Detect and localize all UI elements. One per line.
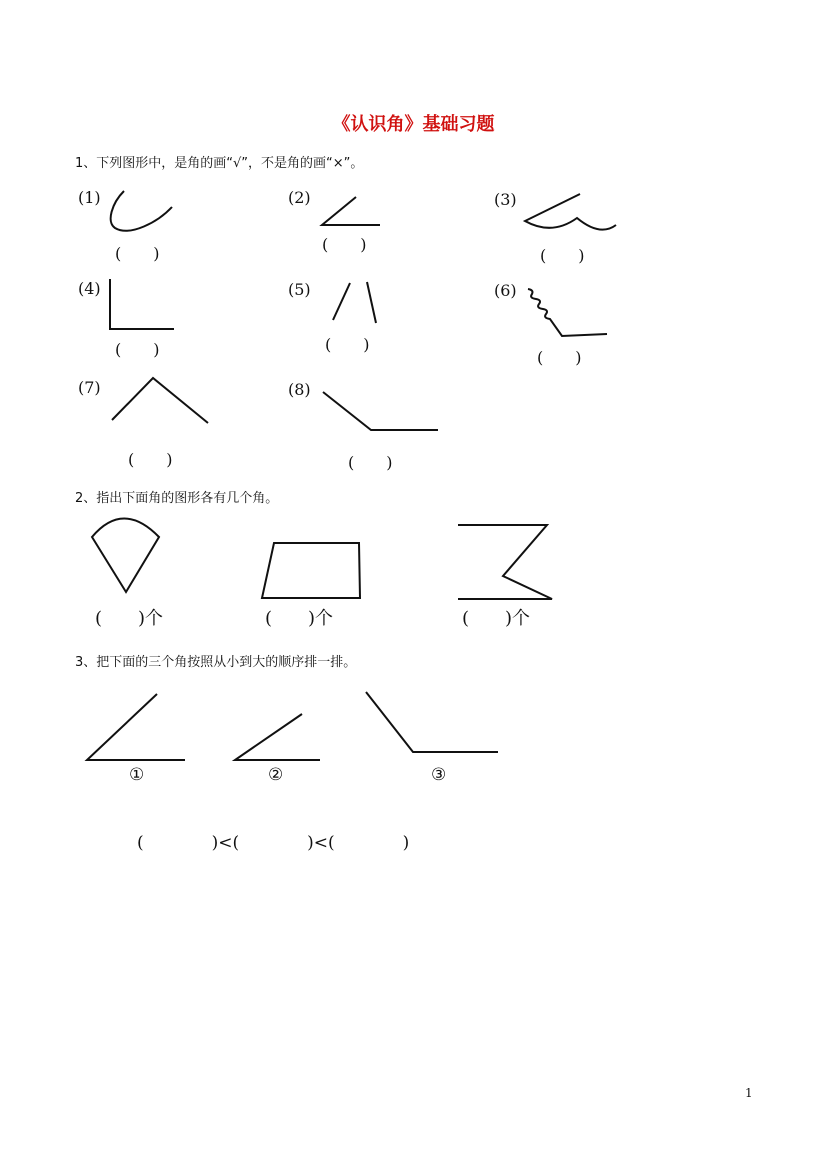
q2-zigzag-shape — [458, 525, 552, 599]
q1-label-1: (1) — [78, 188, 101, 207]
question-1-text: 1、下列图形中，是角的画“√”，不是角的画“×”。 — [75, 156, 364, 171]
q2-answer-1[interactable]: ( )个 — [95, 608, 164, 629]
q1-label-2: (2) — [288, 188, 311, 207]
q1-answer-blank-1[interactable]: ( ) — [115, 244, 160, 263]
figure-5-left-ray — [333, 283, 350, 320]
q1-label-6: (6) — [494, 281, 517, 300]
figure-1-curve — [111, 191, 172, 231]
q1-answer-blank-2[interactable]: ( ) — [322, 235, 367, 254]
page-number: 1 — [745, 1086, 753, 1100]
q3-angle-1 — [87, 694, 185, 760]
q1-answer-blank-6[interactable]: ( ) — [537, 348, 582, 367]
q2-parallelogram — [262, 543, 360, 598]
figure-8-angle — [323, 392, 438, 430]
q2-answer-3[interactable]: ( )个 — [462, 608, 531, 629]
figure-5-right-ray — [367, 282, 376, 323]
angle-marker-3: ③ — [431, 765, 447, 785]
figure-3-curve-angle — [525, 194, 616, 230]
figure-4-angle — [110, 279, 174, 329]
q1-label-4: (4) — [78, 279, 101, 298]
question-2-text: 2、指出下面角的图形各有几个角。 — [75, 491, 279, 506]
page-title: 《认识角》基础习题 — [332, 114, 495, 135]
q1-answer-blank-3[interactable]: ( ) — [540, 246, 585, 265]
question-3-text: 3、把下面的三个角按照从小到大的顺序排一排。 — [75, 655, 357, 670]
q1-answer-blank-8[interactable]: ( ) — [348, 453, 393, 472]
q2-answer-2[interactable]: ( )个 — [265, 608, 334, 629]
q2-sector-shape — [92, 519, 159, 593]
q3-angle-2 — [235, 714, 320, 760]
q1-answer-blank-4[interactable]: ( ) — [115, 340, 160, 359]
angle-marker-1: ① — [129, 765, 145, 785]
q1-answer-blank-5[interactable]: ( ) — [325, 335, 370, 354]
q1-label-5: (5) — [288, 280, 311, 299]
figure-6-wavy-angle — [528, 289, 607, 336]
q1-answer-blank-7[interactable]: ( ) — [128, 450, 173, 469]
q1-label-3: (3) — [494, 190, 517, 209]
ordering-answer[interactable]: ( )<( )<( ) — [137, 833, 410, 853]
angle-marker-2: ② — [268, 765, 284, 785]
q1-label-8: (8) — [288, 380, 311, 399]
q3-angle-3 — [366, 692, 498, 752]
q1-label-7: (7) — [78, 378, 101, 397]
figure-2-angle — [322, 197, 380, 225]
figure-7-angle — [112, 378, 208, 423]
